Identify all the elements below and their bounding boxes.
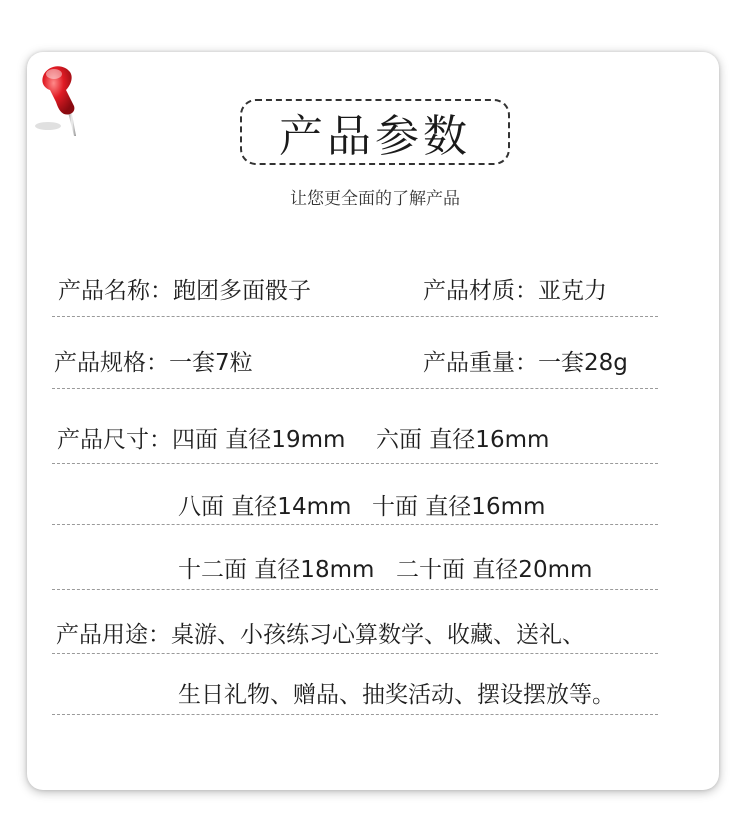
title-box (240, 99, 510, 165)
separator (52, 463, 658, 464)
product-spec: 产品规格：一套7粒 (54, 350, 253, 376)
product-size-1: 产品尺寸：四面 直径19mm (57, 427, 346, 453)
product-size-3: 八面 直径14mm (178, 494, 352, 520)
separator (52, 524, 658, 525)
product-size-6: 二十面 直径20mm (396, 557, 593, 583)
page-title: 产品参数 (279, 111, 471, 162)
separator (52, 714, 658, 715)
separator (52, 653, 658, 654)
product-weight: 产品重量：一套28g (423, 350, 628, 376)
product-size-2: 六面 直径16mm (376, 427, 550, 453)
separator (52, 316, 658, 317)
product-usage-2: 生日礼物、赠品、抽奖活动、摆设摆放等。 (178, 682, 615, 708)
push-pin-icon (30, 60, 90, 140)
product-material: 产品材质：亚克力 (423, 278, 607, 304)
product-usage-1: 产品用途：桌游、小孩练习心算数学、收藏、送礼、 (56, 622, 585, 648)
separator (52, 388, 658, 389)
product-name: 产品名称：跑团多面骰子 (58, 278, 311, 304)
product-size-4: 十面 直径16mm (372, 494, 546, 520)
separator (52, 589, 658, 590)
product-size-5: 十二面 直径18mm (178, 557, 375, 583)
page-subtitle: 让您更全面的了解产品 (290, 189, 460, 209)
